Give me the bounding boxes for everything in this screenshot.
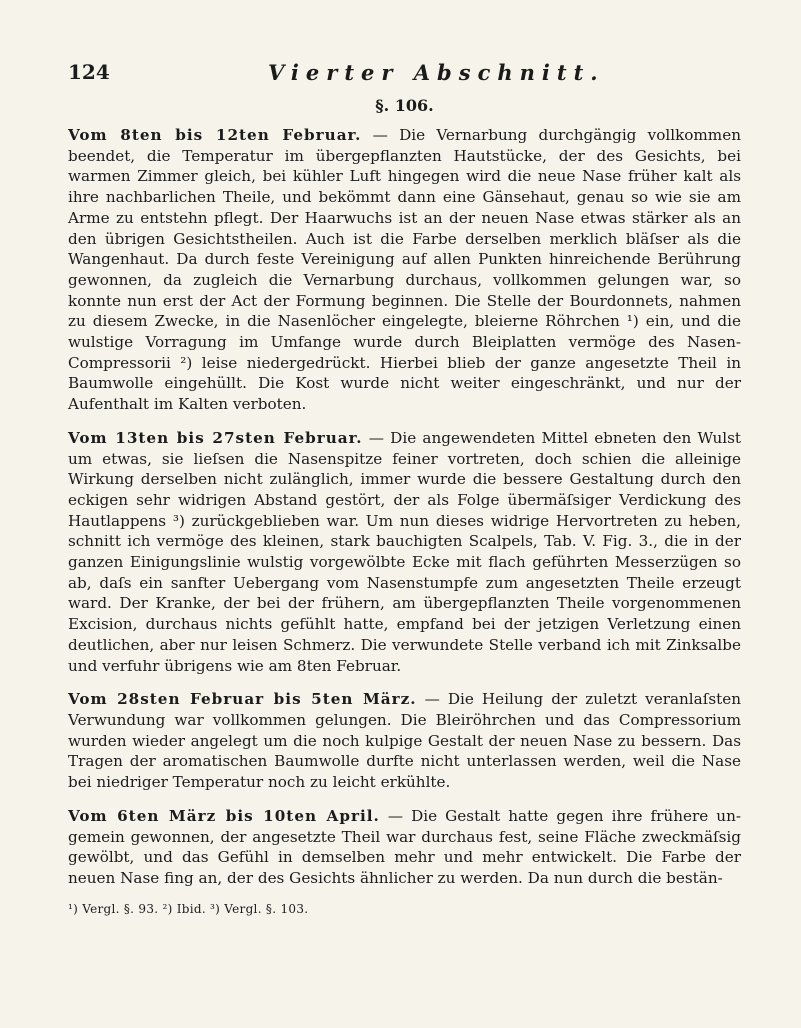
paragraph-text: — Die angewendeten Mittel ebneten den Wulst um etwas, sie lieſsen die Nasenspitze feiner vortreten, doch schien die alleinige Wirkung derselben nicht zulänglich, immer wurde die bessere Gestaltung durch den eckigen sehr widrigen Abstand gestört, der als Folge übermäſsiger Verdickung des Hautlappens ³) zurückgeblieben war. Um nun dieses widrige Hervortreten zu heben, schnitt ich vermöge des kleinen, stark bauchigten Scalpels, Tab. V. Fig. 3., die in der ganzen Einigungslinie wulstig vorgewölbte Ecke mit flach geführten Messerzügen so ab, daſs ein sanfter Uebergang vom Nasenstumpfe zum angesetzten Theile erzeugt ward. Der Kranke, der bei der frühern, am übergepflanzten Theile vorgenommenen Excision, durchaus nichts gefühlt hatte, empfand bei der jetzigen Verletzung einen deutlichen, aber nur leisen Schmerz. Die verwundete Stelle verband ich mit Zinksalbe und verfuhr übrigens wie am 8ten Februar. <box>68 428 742 675</box>
paragraph-text: — Die Heilung der zuletzt veranlaſsten Verwundung war vollkommen gelungen. Die Bleiröhrchen und das Compressorium wurden wieder angelegt um die noch kulpige Gestalt der neuen Nase zu bessern. Das Tragen der aromatischen Baumwolle durfte nicht unterlassen werden, weil die Nase bei niedriger Temperatur noch zu leicht erkühlte. <box>68 690 741 792</box>
paragraph-date: Vom 13ten bis 27sten Februar. <box>68 428 363 447</box>
paragraph-date: Vom 28sten Februar bis 5ten März. <box>68 690 417 709</box>
paragraph <box>68 689 741 793</box>
paragraph <box>68 428 741 676</box>
paragraph-date: Vom 8ten bis 12ten Februar. <box>68 126 362 144</box>
page-header <box>68 60 741 88</box>
paragraph-text: — Die Vernarbung durchgängig vollkommen beendet, die Temperatur im übergepflanzten Hautstücke, der des Gesichts, bei warmen Zimmer gleich, bei kühler Luft hingegen wird die neue Nase früher kalt als ihre nachbarlichen Theile, und bekömmt dann eine Gänsehaut, genau so wie sie am Arme zu entstehn pflegt. Der Haarwuchs ist an der neuen Nase etwas stärker als an den übrigen Gesichtstheilen. Auch ist die Farbe derselben merklich bläſser als die Wangenhaut. Da durch feste Vereinigung auf allen Punkten hinreichende Berührung gewonnen, da zugleich die Vernarbung durchaus, vollkommen gelungen war, so konnte nun erst der Act der Formung beginnen. Die Stelle der Bourdonnets, nahmen zu diesem Zwecke, in die Nasenlöcher eingelegte, bleierne Röhrchen ¹) ein, und die wulstige Vorragung im Umfange wurde durch Bleiplatten vermöge des Nasen-Compressorii ²) leise niedergedrückt. Hierbei blieb der ganze angesetzte Theil in Baumwolle eingehüllt. Die Kost wurde nicht weiter eingeschränkt, und nur der Aufenthalt im Kalten verboten. <box>68 126 741 414</box>
page-number: 124 <box>68 60 110 84</box>
paragraph <box>68 125 741 415</box>
paragraph-text: — Die Gestalt hatte gegen ihre frühere ungemein gewonnen, der angesetzte Theil war durchaus fest, seine Fläche zweckmäſsig gewölbt, und das Gefühl in demselben mehr und mehr entwickelt. Die Farbe der neuen Nase fing an, der des Gesichts ähnlicher zu werden. Da nun durch die bestän- <box>68 806 741 887</box>
footnotes: ¹) Vergl. §. 93. ²) Ibid. ³) Vergl. §. 103. <box>68 901 309 916</box>
running-title: Vierter Abschnitt. <box>268 60 605 85</box>
paragraph <box>68 806 741 889</box>
paragraph-date: Vom 6ten März bis 10ten April. <box>68 806 380 825</box>
section-heading: §. 106. <box>375 96 434 115</box>
